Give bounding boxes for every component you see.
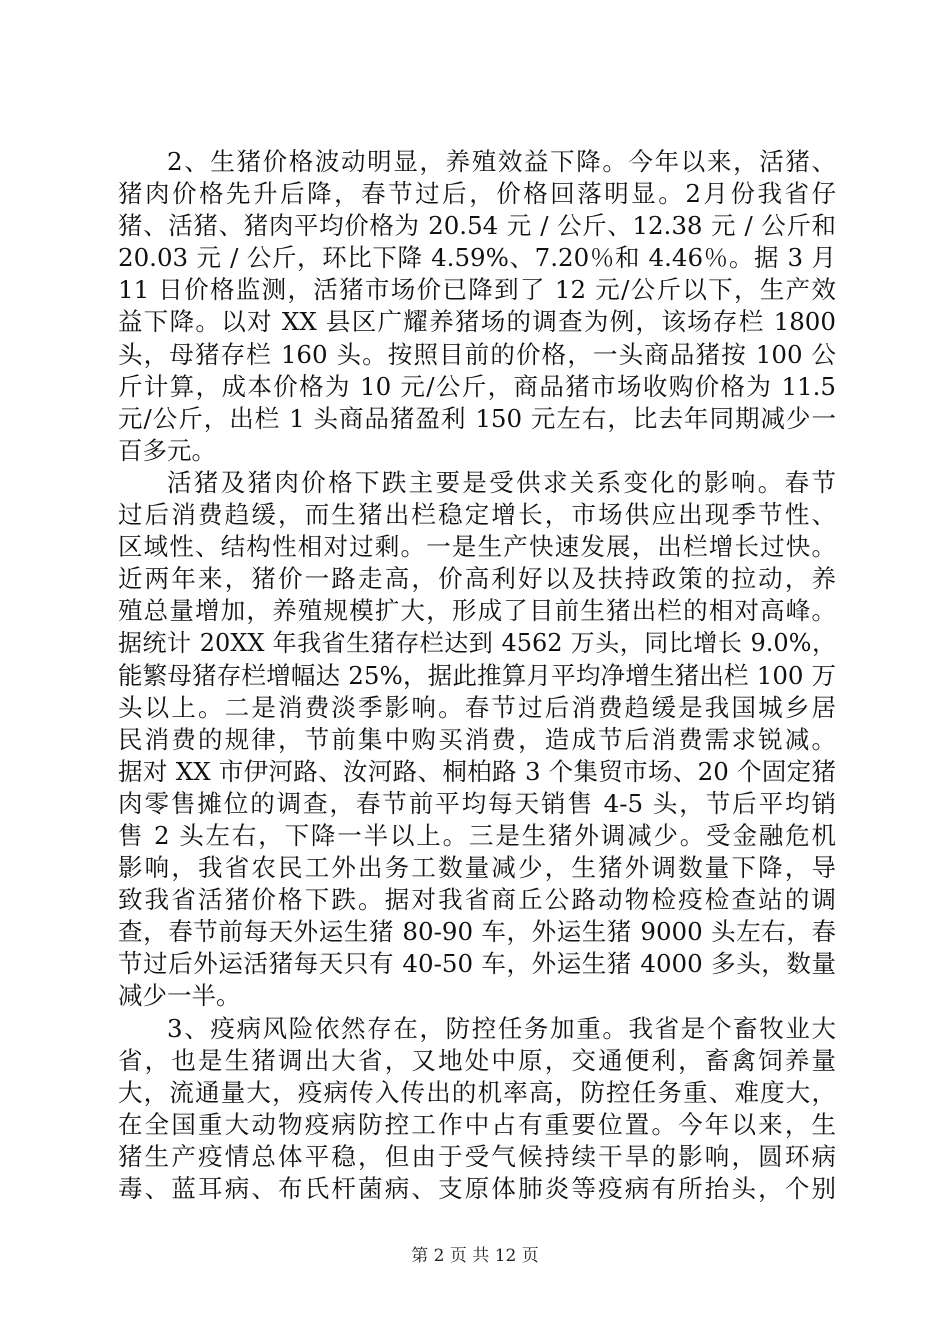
paragraph-line: 益下降。以对 XX 县区广耀养猪场的调查为例，该场存栏 1800 <box>118 307 836 337</box>
paragraph-line: 猪肉价格先升后降，春节过后，价格回落明显。2月份我省仔 <box>118 179 836 209</box>
paragraph-line: 元/公斤，出栏 1 头商品猪盈利 150 元左右，比去年同期减少一 <box>118 403 836 433</box>
paragraph-line: 省，也是生猪调出大省，又地处中原，交通便利，畜禽饲养量 <box>118 1045 836 1075</box>
paragraph-line: 头以上。二是消费淡季影响。春节过后消费趋缓是我国城乡居 <box>118 692 836 722</box>
paragraph-line: 查，春节前每天外运生猪 80-90 车，外运生猪 9000 头左右，春 <box>118 917 836 947</box>
paragraph-line: 在全国重大动物疫病防控工作中占有重要位置。今年以来，生 <box>118 1109 836 1139</box>
paragraph-line: 民消费的规律，节前集中购买消费，造成节后消费需求锐减。 <box>118 724 836 754</box>
paragraph-line: 过后消费趋缓，而生猪出栏稳定增长，市场供应出现季节性、 <box>118 500 836 530</box>
paragraph-line: 百多元。 <box>118 435 216 465</box>
paragraph-line: 节过后外运活猪每天只有 40-50 车，外运生猪 4000 多头，数量 <box>118 949 836 979</box>
paragraph-line: 20.03 元 / 公斤，环比下降 4.59%、7.20％和 4.46％。据 3 月 <box>118 243 836 273</box>
paragraph-line: 11 日价格监测，活猪市场价已降到了 12 元/公斤以下，生产效 <box>118 275 836 305</box>
paragraph-line: 斤计算，成本价格为 10 元/公斤，商品猪市场收购价格为 11.5 <box>118 371 836 401</box>
paragraph-line: 3、疫病风险依然存在，防控任务加重。我省是个畜牧业大 <box>167 1013 836 1043</box>
paragraph-line: 减少一半。 <box>118 981 241 1011</box>
paragraph-line: 头，母猪存栏 160 头。按照目前的价格，一头商品猪按 100 公 <box>118 339 836 369</box>
document-body <box>118 146 836 1205</box>
paragraph-line: 殖总量增加，养殖规模扩大，形成了目前生猪出栏的相对高峰。 <box>118 596 836 626</box>
paragraph-line: 猪生产疫情总体平稳，但由于受气候持续干旱的影响，圆环病 <box>118 1141 836 1171</box>
paragraph-line: 影响，我省农民工外出务工数量减少，生猪外调数量下降，导 <box>118 853 836 883</box>
paragraph-line: 大，流通量大，疫病传入传出的机率高，防控任务重、难度大， <box>118 1077 836 1107</box>
paragraph-line: 区域性、结构性相对过剩。一是生产快速发展，出栏增长过快。 <box>118 532 836 562</box>
paragraph-line: 能繁母猪存栏增幅达 25%，据此推算月平均净增生猪出栏 100 万 <box>118 660 836 690</box>
paragraph-line: 据对 XX 市伊河路、汝河路、桐柏路 3 个集贸市场、20 个固定猪 <box>118 756 836 786</box>
paragraph-line: 致我省活猪价格下跌。据对我省商丘公路动物检疫检查站的调 <box>118 885 836 915</box>
paragraph-line: 近两年来，猪价一路走高，价高利好以及扶持政策的拉动，养 <box>118 564 836 594</box>
paragraph-line: 据统计 20XX 年我省生猪存栏达到 4562 万头，同比增长 9.0%， <box>118 629 836 658</box>
paragraph-line: 售 2 头左右，下降一半以上。三是生猪外调减少。受金融危机 <box>118 820 836 850</box>
paragraph-line: 肉零售摊位的调查，春节前平均每天销售 4-5 头，节后平均销 <box>118 788 836 818</box>
paragraph-line: 毒、蓝耳病、布氏杆菌病、支原体肺炎等疫病有所抬头，个别 <box>118 1174 836 1203</box>
paragraph-line: 活猪及猪肉价格下跌主要是受供求关系变化的影响。春节 <box>167 467 836 497</box>
paragraph-line: 猪、活猪、猪肉平均价格为 20.54 元 / 公斤、12.38 元 / 公斤和 <box>118 211 836 241</box>
paragraph-line: 2、生猪价格波动明显，养殖效益下降。今年以来，活猪、 <box>167 147 836 176</box>
page-footer: 第 2 页 共 12 页 <box>411 1246 539 1266</box>
